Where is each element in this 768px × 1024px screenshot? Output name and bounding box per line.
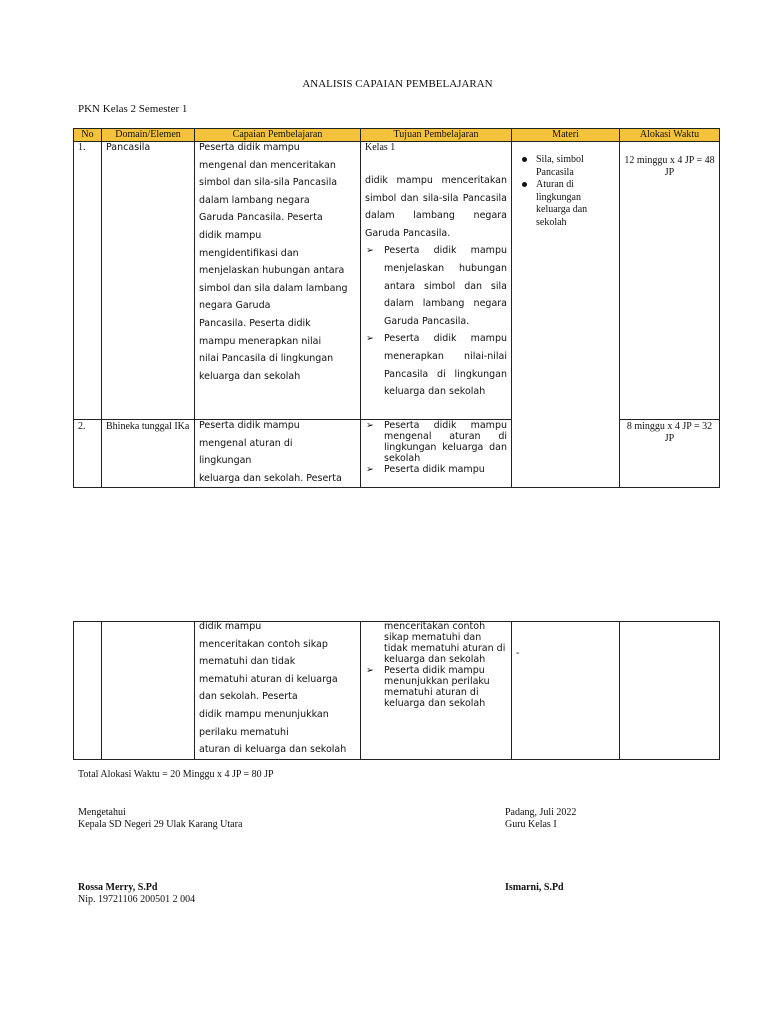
capaian-line: mengenal aturan di: [199, 437, 293, 449]
arrow-bullet-icon: ➢: [366, 464, 374, 475]
tujuan-item: ➢ Peserta didik mampu menerapkan nilai-nilai Pancasila di lingkungan keluarga dan sekolah: [365, 330, 507, 400]
tujuan-cell: [361, 420, 512, 488]
capaian-line: nilai Pancasila di lingkungan: [199, 353, 334, 365]
capaian-line: mampu menerapkan nilai: [199, 335, 322, 347]
capaian-line: mematuhi aturan di keluarga: [199, 673, 338, 685]
capaian-line: simbol dan sila-sila Pancasila: [199, 177, 338, 189]
capaian-line: perilaku mematuhi: [199, 726, 289, 738]
signature-left-name: Rossa Merry, S.Pd: [78, 882, 158, 893]
row-number: 1.: [74, 142, 102, 420]
capaian-line: didik mampu: [199, 229, 262, 241]
tujuan-cell: [361, 622, 512, 760]
capaian-cell: [195, 142, 361, 420]
dot-bullet-icon: [522, 157, 527, 162]
dot-bullet-icon: [522, 182, 527, 187]
header-domain: Domain/Elemen: [102, 129, 195, 142]
capaian-line: dalam lambang negara: [199, 194, 310, 206]
arrow-bullet-icon: ➢: [366, 245, 374, 257]
materi-item: Aturan di lingkungan keluarga dan sekolah: [516, 179, 615, 229]
header-no: No: [74, 129, 102, 142]
table-row: [74, 420, 720, 488]
alokasi-cell: 8 minggu x 4 JP = 32 JP: [620, 420, 720, 488]
tujuan-list: [365, 242, 507, 400]
analysis-table: [73, 128, 720, 488]
signature-left-nip: Nip. 19721106 200501 2 004: [78, 894, 196, 905]
capaian-line: aturan di keluarga dan sekolah: [199, 744, 347, 756]
tujuan-item: ➢ Peserta didik mampu mengenal aturan di lingkungan keluarga dan sekolah: [366, 420, 507, 464]
alokasi-cell: 12 minggu x 4 JP = 48 JP: [620, 142, 720, 420]
capaian-line: keluarga dan sekolah: [199, 370, 301, 382]
total-alokasi: Total Alokasi Waktu = 20 Minggu x 4 JP = 80 JP: [78, 769, 274, 780]
materi-cell: -: [512, 622, 620, 760]
capaian-line: Pancasila. Peserta didik: [199, 317, 311, 329]
table-row: [74, 622, 720, 760]
materi-list: [516, 154, 615, 229]
row-number: 2.: [74, 420, 102, 488]
tujuan-intro: menceritakan contoh sikap mematuhi dan tidak mematuhi aturan di keluarga dan sekolah: [384, 621, 506, 665]
tujuan-item: ➢ Peserta didik mampu: [366, 464, 485, 475]
tujuan-kelas: Kelas 1: [365, 142, 396, 153]
signature-left-line1: Mengetahui: [78, 807, 126, 818]
signature-left-line2: Kepala SD Negeri 29 Ulak Karang Utara: [78, 819, 243, 830]
tujuan-list: [365, 665, 507, 709]
materi-item: Sila, simbol Pancasila: [516, 154, 615, 179]
capaian-line: simbol dan sila dalam lambang: [199, 282, 348, 294]
signature-right-name: Ismarni, S.Pd: [505, 882, 564, 893]
capaian-line: mengidentifikasi dan: [199, 247, 299, 259]
signature-right-line1: Padang, Juli 2022: [505, 807, 577, 818]
capaian-cell: [195, 420, 361, 488]
tujuan-intro: didik mampu menceritakan simbol dan sila-sila Pancasila dalam lambang negara Garuda Pancasila.: [365, 175, 507, 239]
page-title: ANALISIS CAPAIAN PEMBELAJARAN: [302, 78, 493, 90]
row-number: [74, 622, 102, 760]
header-alokasi: Alokasi Waktu: [620, 129, 720, 142]
table-row: [74, 142, 720, 420]
domain-cell: [102, 622, 195, 760]
capaian-line: mematuhi dan tidak: [199, 656, 296, 668]
capaian-line: lingkungan: [199, 455, 252, 467]
tujuan-item: ➢ Peserta didik mampu menunjukkan perilaku mematuhi aturan di keluarga dan sekolah: [366, 665, 490, 709]
tujuan-cell: [361, 142, 512, 420]
capaian-line: mengenal dan menceritakan: [199, 159, 336, 171]
signature-right-line2: Guru Kelas I: [505, 819, 557, 830]
capaian-line: Peserta didik mampu: [199, 142, 300, 153]
tujuan-list: [365, 420, 507, 475]
capaian-line: didik mampu: [199, 621, 262, 632]
capaian-line: dan sekolah. Peserta: [199, 691, 298, 703]
capaian-line: negara Garuda: [199, 300, 271, 312]
capaian-line: Garuda Pancasila. Peserta: [199, 212, 323, 224]
header-capaian: Capaian Pembelajaran: [195, 129, 361, 142]
capaian-line: keluarga dan sekolah. Peserta: [199, 472, 342, 484]
page-subtitle: PKN Kelas 2 Semester 1: [78, 103, 188, 115]
alokasi-cell: [620, 622, 720, 760]
header-tujuan: Tujuan Pembelajaran: [361, 129, 512, 142]
capaian-line: menceritakan contoh sikap: [199, 638, 328, 650]
capaian-line: menjelaskan hubungan antara: [199, 265, 345, 277]
arrow-bullet-icon: ➢: [366, 665, 374, 676]
domain-cell: Bhineka tunggal IKa: [102, 420, 195, 488]
capaian-line: didik mampu menunjukkan: [199, 708, 329, 720]
table-header-row: [74, 129, 720, 142]
domain-cell: Pancasila: [102, 142, 195, 420]
header-materi: Materi: [512, 129, 620, 142]
capaian-line: Peserta didik mampu: [199, 420, 300, 431]
analysis-table-continued: [73, 621, 720, 760]
arrow-bullet-icon: ➢: [366, 333, 374, 345]
arrow-bullet-icon: ➢: [366, 420, 374, 431]
capaian-cell: [195, 622, 361, 760]
materi-cell: [512, 142, 620, 488]
tujuan-item: ➢ Peserta didik mampu menjelaskan hubungan antara simbol dan sila dalam lambang negara Garuda Pancasila.: [365, 242, 507, 330]
